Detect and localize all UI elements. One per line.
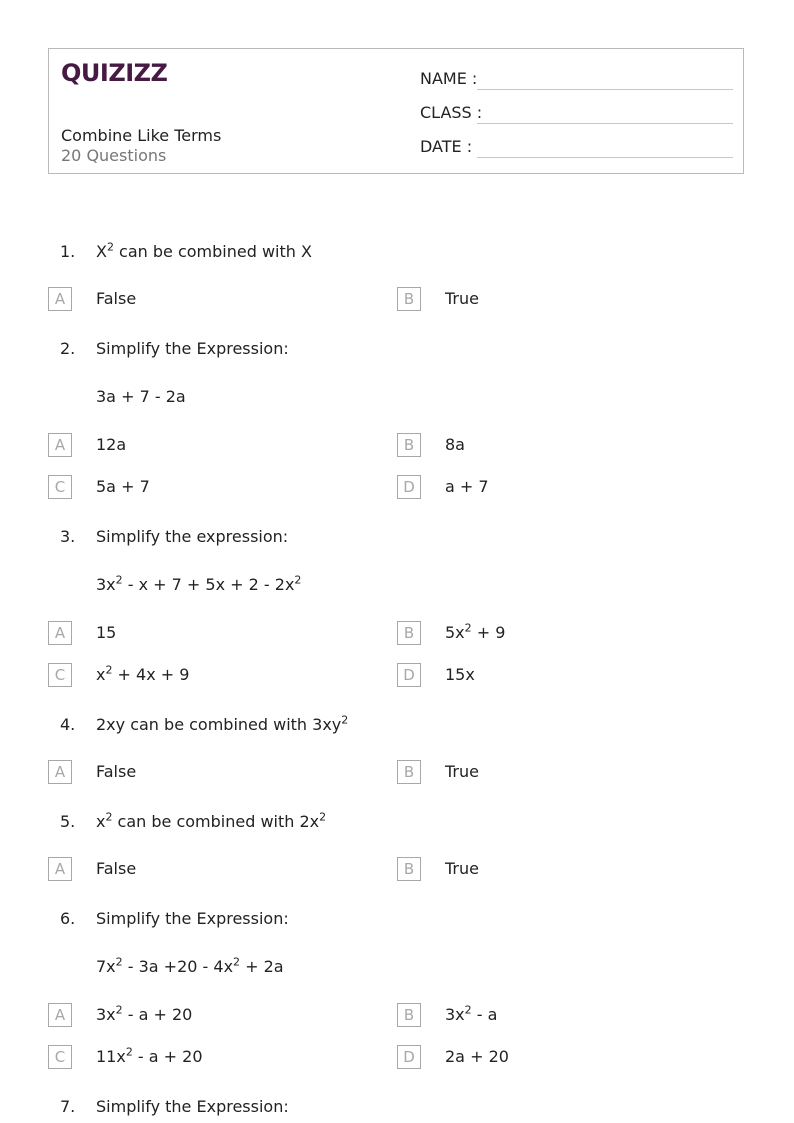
- text-run: - a + 20: [132, 1047, 203, 1066]
- exponent: 2: [105, 810, 113, 824]
- exponent: 2: [294, 573, 302, 587]
- option-text: [445, 623, 505, 642]
- option-text: [445, 665, 475, 684]
- exponent: 2: [115, 573, 123, 587]
- question-number: 1.: [60, 242, 76, 261]
- text-run: Simplify the Expression:: [96, 339, 289, 358]
- class-line[interactable]: [477, 123, 733, 124]
- option-text: [96, 762, 136, 781]
- option-letter-box[interactable]: C: [48, 475, 72, 499]
- option-letter-box[interactable]: C: [48, 1045, 72, 1069]
- worksheet-header: [48, 48, 744, 174]
- question-number: 7.: [60, 1097, 76, 1116]
- date-field[interactable]: [420, 137, 733, 161]
- option-text: [96, 859, 136, 878]
- text-run: True: [445, 289, 479, 308]
- exponent: 2: [115, 955, 123, 969]
- option-row: [0, 663, 794, 691]
- option-text: [96, 623, 116, 642]
- exponent: 2: [115, 1003, 123, 1017]
- option-text: [96, 435, 126, 454]
- exponent: 2: [341, 713, 349, 727]
- exponent: 2: [106, 240, 114, 254]
- option-letter-box[interactable]: A: [48, 621, 72, 645]
- text-run: 5a + 7: [96, 477, 150, 496]
- text-run: 7x: [96, 957, 116, 976]
- question-text: [96, 1097, 289, 1116]
- option-letter-box[interactable]: A: [48, 433, 72, 457]
- question-number: 4.: [60, 715, 76, 734]
- exponent: 2: [319, 810, 327, 824]
- option-text: [96, 1047, 203, 1066]
- question-row: [0, 337, 794, 365]
- exponent: 2: [464, 621, 472, 635]
- question-row: [0, 713, 794, 741]
- question-text: [96, 812, 326, 831]
- option-row: [0, 433, 794, 461]
- text-run: 3a + 7 - 2a: [96, 387, 186, 406]
- option-letter-box[interactable]: A: [48, 287, 72, 311]
- option-letter-box[interactable]: D: [397, 663, 421, 687]
- question-expression: [96, 575, 301, 594]
- option-letter-box[interactable]: A: [48, 1003, 72, 1027]
- question-count: 20 Questions: [61, 146, 167, 165]
- text-run: Simplify the Expression:: [96, 909, 289, 928]
- text-run: 2xy can be combined with 3xy: [96, 715, 342, 734]
- name-line[interactable]: [477, 89, 733, 90]
- text-run: X: [96, 242, 107, 261]
- text-run: - 3a +20 - 4x: [122, 957, 234, 976]
- text-run: 3x: [96, 575, 116, 594]
- option-row: [0, 1003, 794, 1031]
- date-line[interactable]: [477, 157, 733, 158]
- text-run: 8a: [445, 435, 465, 454]
- option-letter-box[interactable]: B: [397, 433, 421, 457]
- option-row: [0, 760, 794, 788]
- expression-row: [0, 385, 794, 413]
- option-text: [96, 1005, 192, 1024]
- quizizz-logo: QUIZIZZ: [61, 59, 168, 87]
- text-run: 15: [96, 623, 117, 642]
- option-letter-box[interactable]: B: [397, 287, 421, 311]
- name-field[interactable]: [420, 69, 733, 93]
- question-text: [96, 339, 289, 358]
- exponent: 2: [105, 663, 113, 677]
- question-text: [96, 909, 289, 928]
- text-run: False: [96, 762, 137, 781]
- class-label: CLASS :: [420, 103, 483, 122]
- question-number: 2.: [60, 339, 76, 358]
- class-field[interactable]: [420, 103, 733, 127]
- exponent: 2: [125, 1045, 133, 1059]
- text-run: Simplify the Expression:: [96, 1097, 289, 1116]
- text-run: True: [445, 859, 479, 878]
- text-run: - a + 20: [122, 1005, 193, 1024]
- option-letter-box[interactable]: B: [397, 1003, 421, 1027]
- question-text: [96, 527, 288, 546]
- option-letter-box[interactable]: B: [397, 621, 421, 645]
- text-run: 15x: [445, 665, 475, 684]
- text-run: Simplify the expression:: [96, 527, 289, 546]
- question-row: [0, 525, 794, 553]
- text-run: False: [96, 859, 137, 878]
- option-text: [445, 477, 489, 496]
- option-text: [445, 859, 479, 878]
- question-text: [96, 242, 312, 261]
- question-expression: [96, 957, 284, 976]
- name-label: NAME :: [420, 69, 478, 88]
- date-label: DATE :: [420, 137, 473, 156]
- option-text: [445, 762, 479, 781]
- question-expression: [96, 387, 186, 406]
- question-row: [0, 240, 794, 268]
- text-run: x: [96, 812, 106, 831]
- option-letter-box[interactable]: B: [397, 857, 421, 881]
- exponent: 2: [464, 1003, 472, 1017]
- question-row: [0, 907, 794, 935]
- exponent: 2: [233, 955, 241, 969]
- text-run: 2a + 20: [445, 1047, 509, 1066]
- option-letter-box[interactable]: D: [397, 475, 421, 499]
- text-run: can be combined with X: [113, 242, 312, 261]
- option-text: [96, 477, 150, 496]
- option-letter-box[interactable]: C: [48, 663, 72, 687]
- text-run: False: [96, 289, 137, 308]
- option-letter-box[interactable]: D: [397, 1045, 421, 1069]
- text-run: 3x: [96, 1005, 116, 1024]
- expression-row: [0, 955, 794, 983]
- question-number: 3.: [60, 527, 76, 546]
- question-row: [0, 1095, 794, 1123]
- option-text: [445, 435, 465, 454]
- expression-row: [0, 573, 794, 601]
- option-text: [445, 1047, 509, 1066]
- text-run: + 2a: [240, 957, 284, 976]
- option-text: [445, 1005, 497, 1024]
- question-row: [0, 810, 794, 838]
- text-run: + 4x + 9: [112, 665, 190, 684]
- text-run: True: [445, 762, 479, 781]
- option-row: [0, 1045, 794, 1073]
- option-row: [0, 621, 794, 649]
- text-run: - x + 7 + 5x + 2 - 2x: [122, 575, 295, 594]
- option-text: [96, 289, 136, 308]
- option-letter-box[interactable]: A: [48, 857, 72, 881]
- question-number: 6.: [60, 909, 76, 928]
- option-row: [0, 857, 794, 885]
- text-run: can be combined with 2x: [112, 812, 320, 831]
- question-text: [96, 715, 348, 734]
- text-run: 3x: [445, 1005, 465, 1024]
- text-run: 5x: [445, 623, 465, 642]
- text-run: a + 7: [445, 477, 489, 496]
- option-text: [96, 665, 189, 684]
- worksheet-title: Combine Like Terms: [61, 126, 222, 145]
- option-text: [445, 289, 479, 308]
- text-run: 12a: [96, 435, 127, 454]
- option-letter-box[interactable]: B: [397, 760, 421, 784]
- text-run: 11x: [96, 1047, 126, 1066]
- text-run: + 9: [471, 623, 506, 642]
- option-row: [0, 287, 794, 315]
- option-row: [0, 475, 794, 503]
- question-number: 5.: [60, 812, 76, 831]
- option-letter-box[interactable]: A: [48, 760, 72, 784]
- text-run: x: [96, 665, 106, 684]
- text-run: - a: [471, 1005, 498, 1024]
